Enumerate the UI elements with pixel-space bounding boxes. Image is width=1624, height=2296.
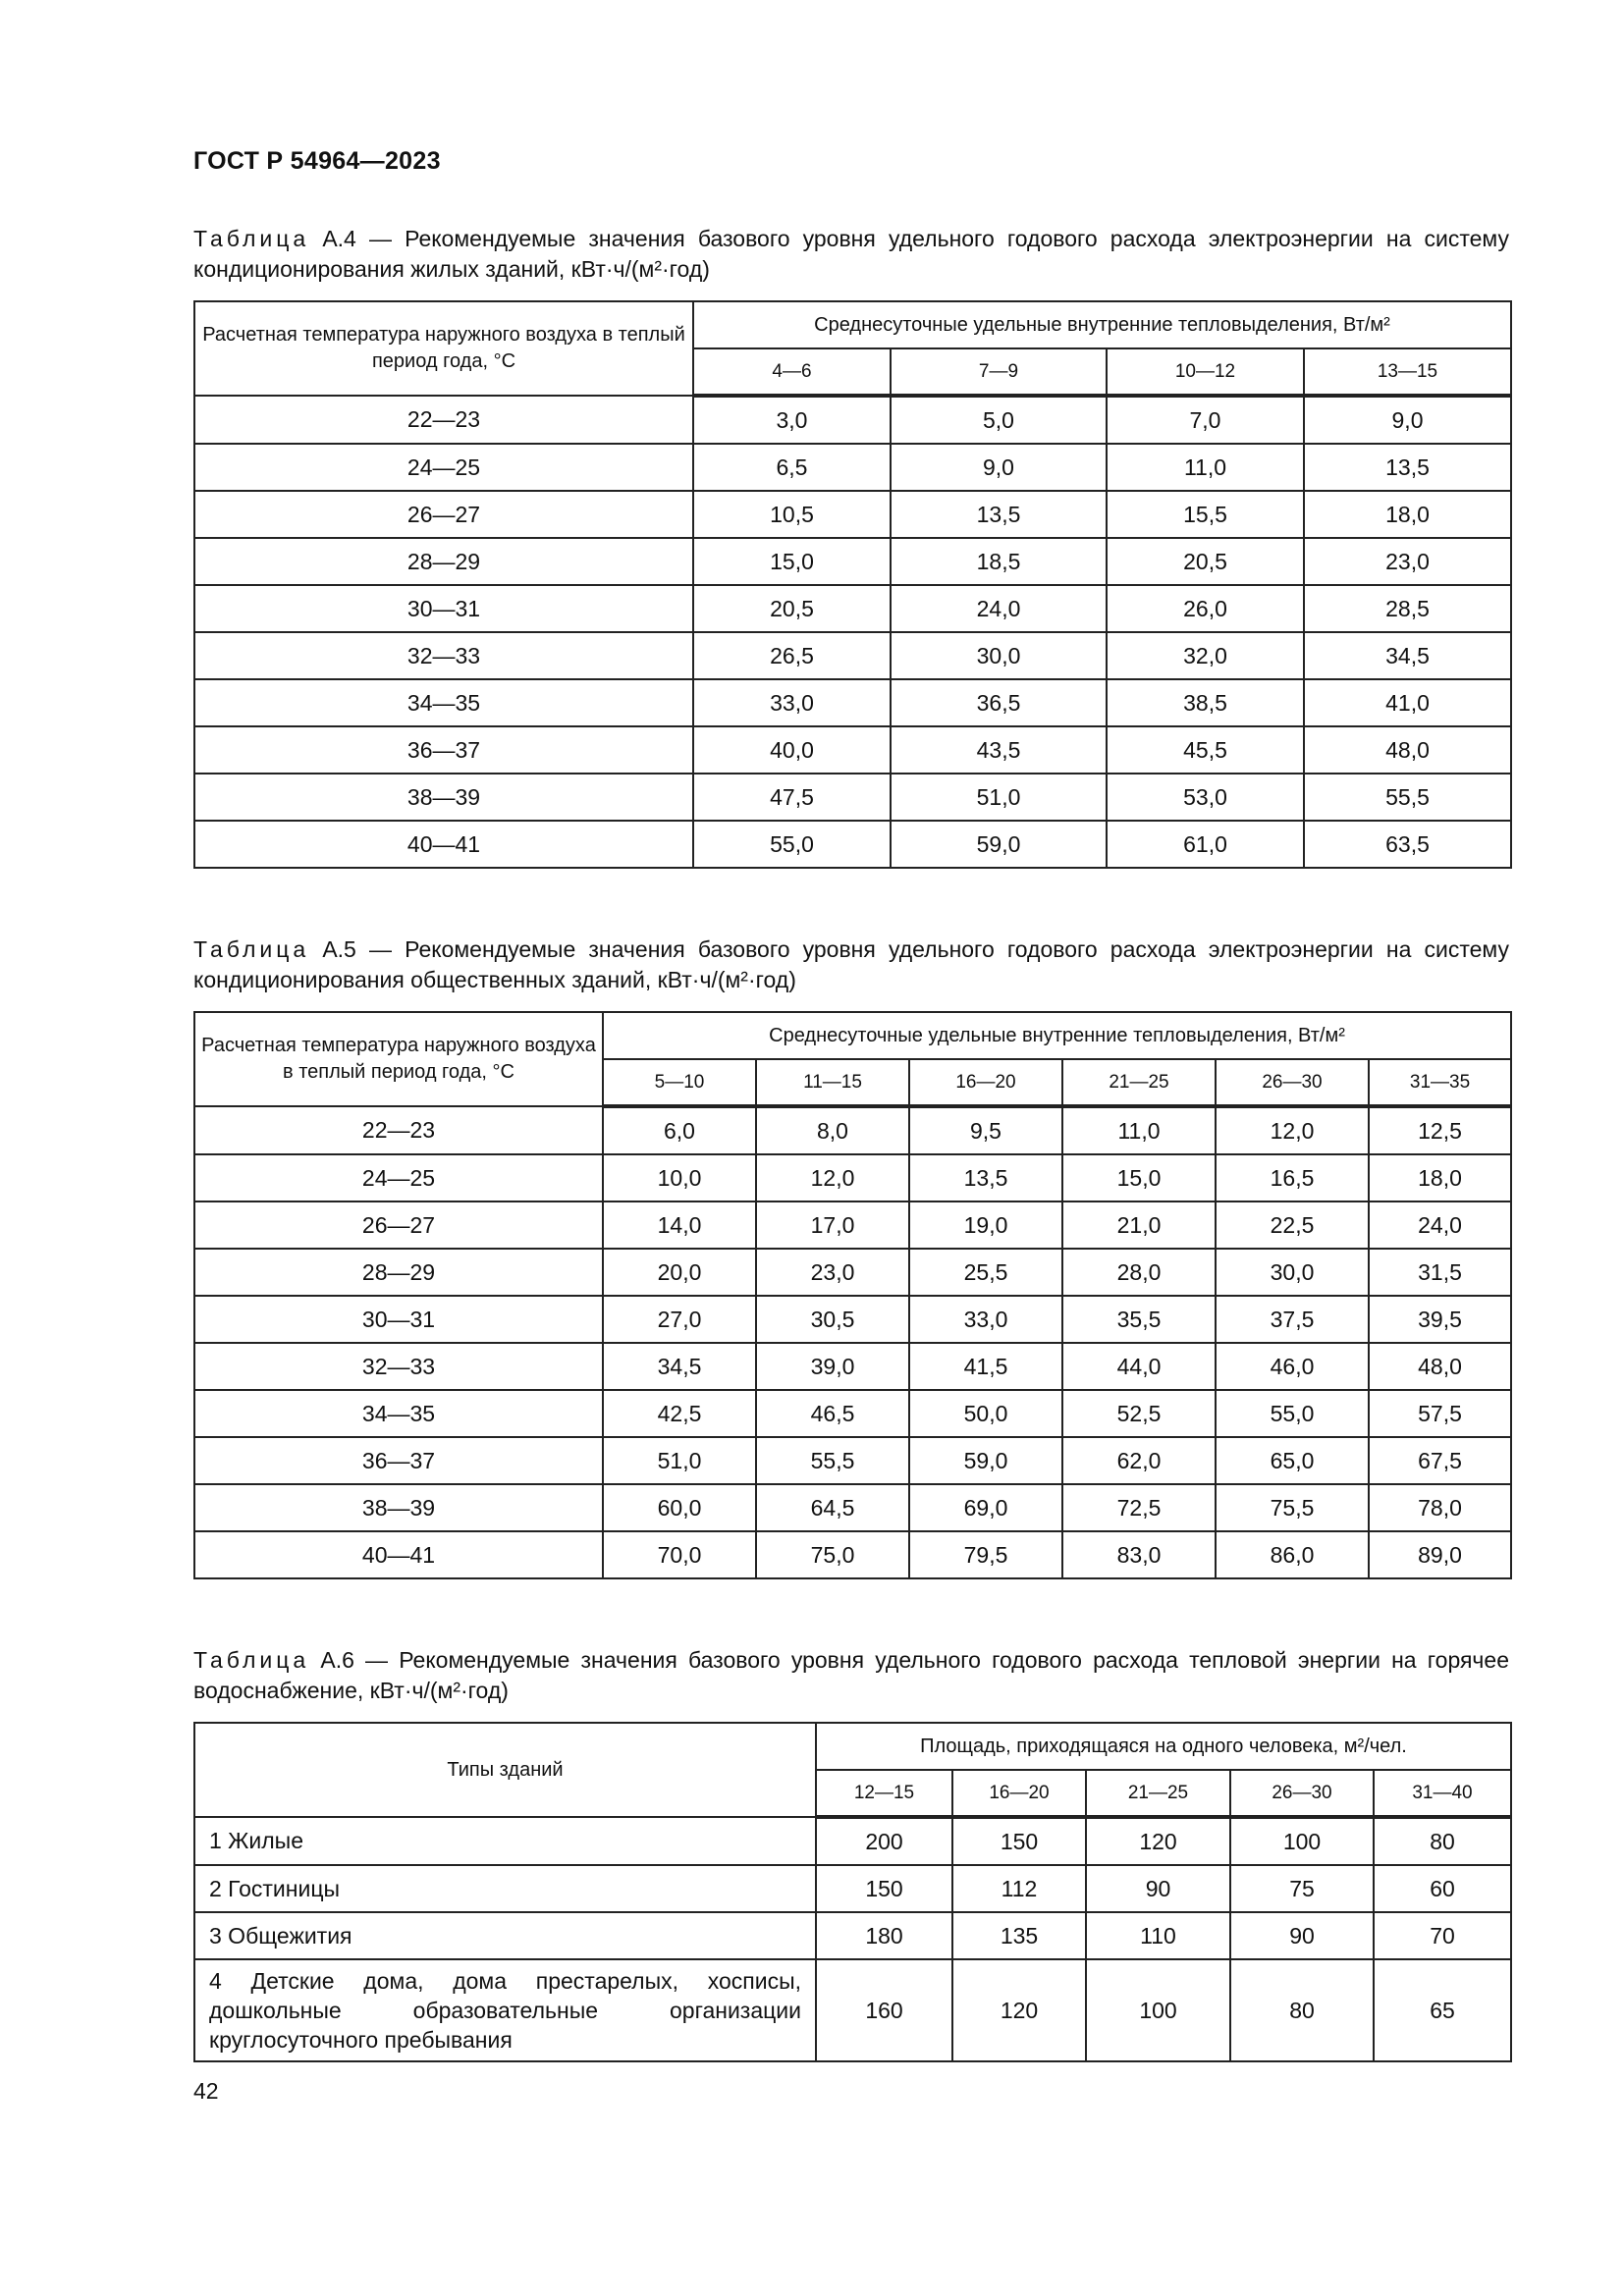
table-cell: 89,0 — [1369, 1531, 1511, 1578]
table-cell: 17,0 — [756, 1201, 909, 1249]
column-header: 16—20 — [909, 1059, 1062, 1106]
table-row — [194, 1484, 1511, 1531]
table-cell: 39,0 — [756, 1343, 909, 1390]
table-cell: 120 — [952, 1959, 1086, 2061]
table-cell: 21,0 — [1062, 1201, 1216, 1249]
table-row — [194, 1390, 1511, 1437]
table-row — [194, 396, 1511, 444]
table-cell: 14,0 — [603, 1201, 756, 1249]
table-cell: 63,5 — [1304, 821, 1511, 868]
table-cell: 80 — [1374, 1817, 1511, 1865]
table-cell: 39,5 — [1369, 1296, 1511, 1343]
table-cell: 83,0 — [1062, 1531, 1216, 1578]
table-cell: 61,0 — [1107, 821, 1304, 868]
table-row — [194, 538, 1511, 585]
table-row — [194, 1154, 1511, 1201]
table-cell: 45,5 — [1107, 726, 1304, 774]
table-a4-row-header: Расчетная температура наружного воздуха в теплый период года, °С — [194, 301, 693, 396]
column-header: 26—30 — [1230, 1770, 1374, 1817]
table-cell: 18,0 — [1304, 491, 1511, 538]
table-cell: 30,0 — [891, 632, 1107, 679]
table-row — [194, 585, 1511, 632]
table-cell: 200 — [816, 1817, 952, 1865]
table-cell: 160 — [816, 1959, 952, 2061]
table-cell: 44,0 — [1062, 1343, 1216, 1390]
table-cell: 11,0 — [1062, 1106, 1216, 1154]
table-cell: 55,5 — [1304, 774, 1511, 821]
column-header: 12—15 — [816, 1770, 952, 1817]
table-cell: 31,5 — [1369, 1249, 1511, 1296]
row-label: 28—29 — [194, 538, 693, 585]
table-a4 — [193, 300, 1512, 869]
table-cell: 69,0 — [909, 1484, 1062, 1531]
table-cell: 7,0 — [1107, 396, 1304, 444]
table-cell: 38,5 — [1107, 679, 1304, 726]
table-cell: 37,5 — [1216, 1296, 1369, 1343]
table-cell: 90 — [1230, 1912, 1374, 1959]
table-cell: 20,0 — [603, 1249, 756, 1296]
table-cell: 41,5 — [909, 1343, 1062, 1390]
table-cell: 33,0 — [693, 679, 891, 726]
row-label: 22—23 — [194, 396, 693, 444]
row-label: 34—35 — [194, 1390, 603, 1437]
row-label: 24—25 — [194, 444, 693, 491]
row-label: 36—37 — [194, 726, 693, 774]
table-cell: 3,0 — [693, 396, 891, 444]
table-cell: 27,0 — [603, 1296, 756, 1343]
table-a6-row-header: Типы зданий — [194, 1723, 816, 1817]
table-a6-caption-label: Таблица — [193, 1647, 310, 1673]
table-cell: 72,5 — [1062, 1484, 1216, 1531]
column-header: 16—20 — [952, 1770, 1086, 1817]
table-cell: 150 — [952, 1817, 1086, 1865]
row-label: 38—39 — [194, 1484, 603, 1531]
table-a4-body — [194, 396, 1511, 868]
table-cell: 47,5 — [693, 774, 891, 821]
table-row — [194, 444, 1511, 491]
row-label: 40—41 — [194, 821, 693, 868]
table-a5-caption-label: Таблица — [193, 936, 310, 962]
table-cell: 110 — [1086, 1912, 1230, 1959]
table-cell: 26,5 — [693, 632, 891, 679]
table-row — [194, 1912, 1511, 1959]
table-cell: 15,0 — [693, 538, 891, 585]
table-cell: 48,0 — [1304, 726, 1511, 774]
column-header: 31—35 — [1369, 1059, 1511, 1106]
table-cell: 57,5 — [1369, 1390, 1511, 1437]
column-header: 11—15 — [756, 1059, 909, 1106]
table-a6-group-header: Площадь, приходящаяся на одного человека, м²/чел. — [816, 1723, 1511, 1770]
column-header: 31—40 — [1374, 1770, 1511, 1817]
table-row — [194, 774, 1511, 821]
table-cell: 65 — [1374, 1959, 1511, 2061]
table-cell: 60 — [1374, 1865, 1511, 1912]
table-cell: 15,5 — [1107, 491, 1304, 538]
table-row — [194, 726, 1511, 774]
table-row — [194, 679, 1511, 726]
table-cell: 16,5 — [1216, 1154, 1369, 1201]
table-a5-caption — [193, 934, 1509, 995]
table-cell: 48,0 — [1369, 1343, 1511, 1390]
table-cell: 34,5 — [603, 1343, 756, 1390]
table-cell: 100 — [1230, 1817, 1374, 1865]
table-cell: 59,0 — [909, 1437, 1062, 1484]
table-cell: 10,5 — [693, 491, 891, 538]
table-cell: 18,5 — [891, 538, 1107, 585]
table-cell: 20,5 — [1107, 538, 1304, 585]
table-row — [194, 1249, 1511, 1296]
table-cell: 75,0 — [756, 1531, 909, 1578]
column-header: 13—15 — [1304, 348, 1511, 396]
table-cell: 46,5 — [756, 1390, 909, 1437]
table-cell: 55,0 — [1216, 1390, 1369, 1437]
table-cell: 10,0 — [603, 1154, 756, 1201]
table-cell: 59,0 — [891, 821, 1107, 868]
table-cell: 55,0 — [693, 821, 891, 868]
table-cell: 9,0 — [891, 444, 1107, 491]
table-cell: 41,0 — [1304, 679, 1511, 726]
table-cell: 12,0 — [1216, 1106, 1369, 1154]
table-cell: 100 — [1086, 1959, 1230, 2061]
table-cell: 65,0 — [1216, 1437, 1369, 1484]
table-a6-caption — [193, 1645, 1509, 1706]
table-cell: 28,5 — [1304, 585, 1511, 632]
table-cell: 35,5 — [1062, 1296, 1216, 1343]
table-cell: 28,0 — [1062, 1249, 1216, 1296]
table-row — [194, 491, 1511, 538]
table-cell: 9,5 — [909, 1106, 1062, 1154]
table-cell: 22,5 — [1216, 1201, 1369, 1249]
row-label: 2 Гостиницы — [194, 1865, 816, 1912]
table-a5-group-header: Среднесуточные удельные внутренние тепловыделения, Вт/м² — [603, 1012, 1511, 1059]
table-a5-body — [194, 1106, 1511, 1578]
row-label: 34—35 — [194, 679, 693, 726]
table-cell: 40,0 — [693, 726, 891, 774]
column-header: 10—12 — [1107, 348, 1304, 396]
table-cell: 36,5 — [891, 679, 1107, 726]
table-cell: 5,0 — [891, 396, 1107, 444]
table-row — [194, 1201, 1511, 1249]
table-row — [194, 1296, 1511, 1343]
table-row — [194, 821, 1511, 868]
table-row — [194, 1531, 1511, 1578]
table-cell: 6,0 — [603, 1106, 756, 1154]
table-cell: 13,5 — [891, 491, 1107, 538]
table-cell: 42,5 — [603, 1390, 756, 1437]
table-cell: 12,5 — [1369, 1106, 1511, 1154]
table-cell: 75,5 — [1216, 1484, 1369, 1531]
column-header: 26—30 — [1216, 1059, 1369, 1106]
table-cell: 6,5 — [693, 444, 891, 491]
table-cell: 25,5 — [909, 1249, 1062, 1296]
table-a4-group-header: Среднесуточные удельные внутренние тепловыделения, Вт/м² — [693, 301, 1511, 348]
table-a4-caption-label: Таблица — [193, 226, 310, 251]
table-cell: 23,0 — [756, 1249, 909, 1296]
table-cell: 55,5 — [756, 1437, 909, 1484]
table-a6-body — [194, 1817, 1511, 2061]
table-a4-caption — [193, 224, 1509, 285]
row-label: 32—33 — [194, 1343, 603, 1390]
table-cell: 51,0 — [603, 1437, 756, 1484]
table-cell: 24,0 — [891, 585, 1107, 632]
table-cell: 33,0 — [909, 1296, 1062, 1343]
table-cell: 70,0 — [603, 1531, 756, 1578]
document-code: ГОСТ Р 54964—2023 — [193, 147, 441, 175]
row-label: 3 Общежития — [194, 1912, 816, 1959]
column-header: 7—9 — [891, 348, 1107, 396]
table-cell: 20,5 — [693, 585, 891, 632]
table-cell: 15,0 — [1062, 1154, 1216, 1201]
table-cell: 150 — [816, 1865, 952, 1912]
table-cell: 120 — [1086, 1817, 1230, 1865]
table-cell: 79,5 — [909, 1531, 1062, 1578]
table-cell: 13,5 — [909, 1154, 1062, 1201]
table-a4-caption-text: А.4 — Рекомендуемые значения базового уровня удельного годового расхода электроэнергии на систему кондиционирования жилых зданий, кВт·ч/(м²·год) — [193, 226, 1509, 282]
row-label: 24—25 — [194, 1154, 603, 1201]
table-a6 — [193, 1722, 1512, 2062]
table-cell: 9,0 — [1304, 396, 1511, 444]
table-cell: 78,0 — [1369, 1484, 1511, 1531]
row-label: 28—29 — [194, 1249, 603, 1296]
table-cell: 19,0 — [909, 1201, 1062, 1249]
row-label: 1 Жилые — [194, 1817, 816, 1865]
row-label: 4 Детские дома, дома престарелых, хосписы, дошкольные образовательные организации круглосуточного пребывания — [194, 1959, 816, 2061]
table-row — [194, 1437, 1511, 1484]
table-cell: 46,0 — [1216, 1343, 1369, 1390]
table-cell: 180 — [816, 1912, 952, 1959]
table-cell: 80 — [1230, 1959, 1374, 2061]
table-cell: 13,5 — [1304, 444, 1511, 491]
table-cell: 70 — [1374, 1912, 1511, 1959]
table-a6-caption-text: А.6 — Рекомендуемые значения базового уровня удельного годового расхода тепловой энергии на горячее водоснабжение, кВт·ч/(м²·год) — [193, 1647, 1509, 1703]
column-header: 21—25 — [1062, 1059, 1216, 1106]
table-a5-row-header: Расчетная температура наружного воздуха в теплый период года, °С — [194, 1012, 603, 1106]
table-cell: 135 — [952, 1912, 1086, 1959]
table-row — [194, 1959, 1511, 2061]
table-cell: 51,0 — [891, 774, 1107, 821]
row-label: 32—33 — [194, 632, 693, 679]
table-cell: 75 — [1230, 1865, 1374, 1912]
table-row — [194, 632, 1511, 679]
table-row — [194, 1106, 1511, 1154]
row-label: 36—37 — [194, 1437, 603, 1484]
table-cell: 64,5 — [756, 1484, 909, 1531]
column-header: 21—25 — [1086, 1770, 1230, 1817]
table-row — [194, 1865, 1511, 1912]
table-cell: 26,0 — [1107, 585, 1304, 632]
table-cell: 86,0 — [1216, 1531, 1369, 1578]
table-cell: 18,0 — [1369, 1154, 1511, 1201]
table-row — [194, 1817, 1511, 1865]
table-row — [194, 1343, 1511, 1390]
table-cell: 60,0 — [603, 1484, 756, 1531]
table-cell: 52,5 — [1062, 1390, 1216, 1437]
row-label: 22—23 — [194, 1106, 603, 1154]
column-header: 4—6 — [693, 348, 891, 396]
table-cell: 50,0 — [909, 1390, 1062, 1437]
table-cell: 12,0 — [756, 1154, 909, 1201]
row-label: 40—41 — [194, 1531, 603, 1578]
table-cell: 62,0 — [1062, 1437, 1216, 1484]
table-cell: 23,0 — [1304, 538, 1511, 585]
table-a5 — [193, 1011, 1512, 1579]
table-cell: 34,5 — [1304, 632, 1511, 679]
table-cell: 53,0 — [1107, 774, 1304, 821]
table-cell: 112 — [952, 1865, 1086, 1912]
row-label: 26—27 — [194, 1201, 603, 1249]
row-label: 38—39 — [194, 774, 693, 821]
table-cell: 24,0 — [1369, 1201, 1511, 1249]
page-number: 42 — [193, 2078, 219, 2104]
table-cell: 43,5 — [891, 726, 1107, 774]
table-a5-caption-text: А.5 — Рекомендуемые значения базового уровня удельного годового расхода электроэнергии на систему кондиционирования общественных зданий, кВт·ч/(м²·год) — [193, 936, 1509, 992]
column-header: 5—10 — [603, 1059, 756, 1106]
row-label: 30—31 — [194, 585, 693, 632]
table-cell: 11,0 — [1107, 444, 1304, 491]
table-cell: 90 — [1086, 1865, 1230, 1912]
table-cell: 30,5 — [756, 1296, 909, 1343]
table-cell: 8,0 — [756, 1106, 909, 1154]
row-label: 26—27 — [194, 491, 693, 538]
table-cell: 30,0 — [1216, 1249, 1369, 1296]
row-label: 30—31 — [194, 1296, 603, 1343]
table-cell: 32,0 — [1107, 632, 1304, 679]
table-cell: 67,5 — [1369, 1437, 1511, 1484]
